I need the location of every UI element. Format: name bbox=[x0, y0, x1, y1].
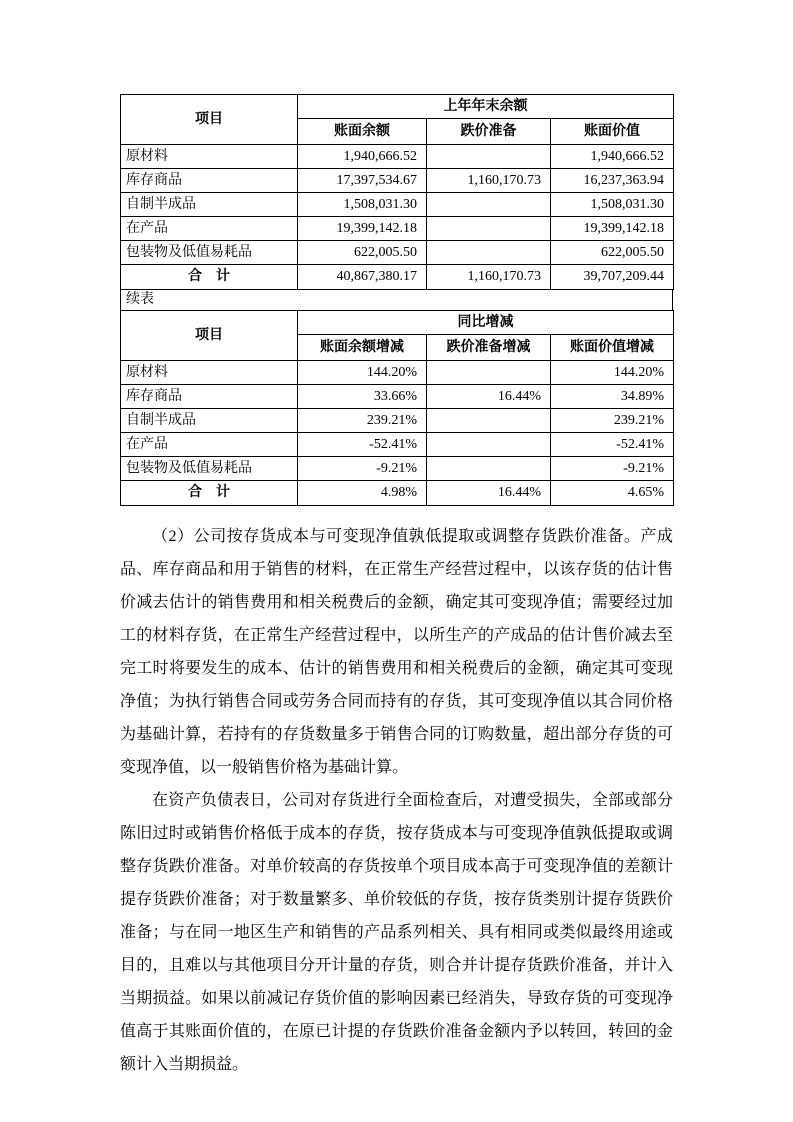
cell-value: 622,005.50 bbox=[298, 241, 427, 265]
total-row bbox=[121, 481, 674, 506]
cell-value: -52.41% bbox=[298, 433, 427, 457]
cell-value: 144.20% bbox=[298, 361, 427, 385]
total-label: 合 计 bbox=[121, 265, 298, 290]
column-header-provision-change: 跌价准备增减 bbox=[427, 335, 551, 361]
total-value: 39,707,209.44 bbox=[551, 265, 674, 290]
paragraph-impairment-policy: 在资产负债表日，公司对存货进行全面检查后，对遭受损失，全部或部分陈旧过时或销售价格低于成本的存货，按存货成本与可变现净值孰低提取或调整存货跌价准备。对单价较高的存货按单个项目成本高于可变现净值的差额计提存货跌价准备；对于数量繁多、单价较低的存货，按存货类别计提存货跌价准备；与在同一地区生产和销售的产品系列相关、具有相同或类似最终用途或目的，且难以与其他项目分开计量的存货，则合并计提存货跌价准备，并计入当期损益。如果以前减记存货价值的影响因素已经消失，导致存货的可变现净值高于其账面价值的，在原已计提的存货跌价准备金额内予以转回，转回的金额计入当期损益。 bbox=[120, 792, 673, 1073]
cell-value: 239.21% bbox=[551, 409, 674, 433]
row-label: 自制半成品 bbox=[121, 409, 298, 433]
row-label: 原材料 bbox=[121, 361, 298, 385]
yoy-change-table bbox=[120, 310, 674, 506]
cell-value: 16,237,363.94 bbox=[551, 169, 674, 193]
column-header-item: 项目 bbox=[121, 95, 298, 145]
total-value: 40,867,380.17 bbox=[298, 265, 427, 290]
row-label: 自制半成品 bbox=[121, 193, 298, 217]
column-header-item: 项目 bbox=[121, 311, 298, 361]
total-value: 4.65% bbox=[551, 481, 674, 506]
prev-year-balance-table bbox=[120, 94, 674, 290]
cell-value bbox=[427, 433, 551, 457]
row-label: 库存商品 bbox=[121, 385, 298, 409]
column-header-book-balance: 账面余额 bbox=[298, 119, 427, 145]
cell-value: 144.20% bbox=[551, 361, 674, 385]
total-value: 4.98% bbox=[298, 481, 427, 506]
row-label: 库存商品 bbox=[121, 169, 298, 193]
continued-table-label: 续表 bbox=[120, 290, 673, 310]
table-row bbox=[121, 169, 674, 193]
cell-value: 17,397,534.67 bbox=[298, 169, 427, 193]
total-value: 16.44% bbox=[427, 481, 551, 506]
total-row bbox=[121, 265, 674, 290]
column-header-book-balance-change: 账面余额增减 bbox=[298, 335, 427, 361]
column-header-book-value: 账面价值 bbox=[551, 119, 674, 145]
table-row bbox=[121, 433, 674, 457]
group-header-yoy-change: 同比增减 bbox=[298, 311, 674, 335]
cell-value bbox=[427, 409, 551, 433]
cell-value: -52.41% bbox=[551, 433, 674, 457]
cell-value: 33.66% bbox=[298, 385, 427, 409]
cell-value: 19,399,142.18 bbox=[298, 217, 427, 241]
cell-value bbox=[427, 361, 551, 385]
cell-value: 34.89% bbox=[551, 385, 674, 409]
cell-value: 1,508,031.30 bbox=[298, 193, 427, 217]
cell-value: 1,160,170.73 bbox=[427, 169, 551, 193]
cell-value: 16.44% bbox=[427, 385, 551, 409]
table-row bbox=[121, 217, 674, 241]
cell-value: -9.21% bbox=[551, 457, 674, 481]
cell-value bbox=[427, 193, 551, 217]
row-label: 包装物及低值易耗品 bbox=[121, 457, 298, 481]
table-row bbox=[121, 241, 674, 265]
cell-value: 1,508,031.30 bbox=[551, 193, 674, 217]
column-header-book-value-change: 账面价值增减 bbox=[551, 335, 674, 361]
cell-value: 19,399,142.18 bbox=[551, 217, 674, 241]
table-row bbox=[121, 361, 674, 385]
cell-value: 239.21% bbox=[298, 409, 427, 433]
table-row bbox=[121, 145, 674, 169]
cell-value bbox=[427, 457, 551, 481]
table-row bbox=[121, 409, 674, 433]
paragraph-nrv-policy: （2）公司按存货成本与可变现净值孰低提取或调整存货跌价准备。产成品、库存商品和用于销售的材料，在正常生产经营过程中，以该存货的估计售价减去估计的销售费用和相关税费后的金额，确定其可变现净值；需要经过加工的材料存货，在正常生产经营过程中，以所生产的产成品的估计售价减去至完工时将要发生的成本、估计的销售费用和相关税费后的金额，确定其可变现净值；为执行销售合同或劳务合同而持有的存货，其可变现净值以其合同价格为基础计算，若持有的存货数量多于销售合同的订购数量，超出部分存货的可变现净值，以一般销售价格为基础计算。 bbox=[120, 528, 673, 776]
page-content bbox=[120, 94, 673, 1081]
table-row bbox=[121, 193, 674, 217]
total-value: 1,160,170.73 bbox=[427, 265, 551, 290]
group-header-prev-year-end-balance: 上年年末余额 bbox=[298, 95, 674, 119]
row-label: 原材料 bbox=[121, 145, 298, 169]
cell-value bbox=[427, 241, 551, 265]
cell-value: 1,940,666.52 bbox=[298, 145, 427, 169]
cell-value: 622,005.50 bbox=[551, 241, 674, 265]
table-row bbox=[121, 385, 674, 409]
table-header-row bbox=[121, 311, 674, 335]
row-label: 包装物及低值易耗品 bbox=[121, 241, 298, 265]
table-row bbox=[121, 457, 674, 481]
row-label: 在产品 bbox=[121, 433, 298, 457]
table-header-row bbox=[121, 95, 674, 119]
cell-value: -9.21% bbox=[298, 457, 427, 481]
cell-value bbox=[427, 145, 551, 169]
total-label: 合 计 bbox=[121, 481, 298, 506]
cell-value bbox=[427, 217, 551, 241]
row-label: 在产品 bbox=[121, 217, 298, 241]
column-header-impairment-provision: 跌价准备 bbox=[427, 119, 551, 145]
cell-value: 1,940,666.52 bbox=[551, 145, 674, 169]
